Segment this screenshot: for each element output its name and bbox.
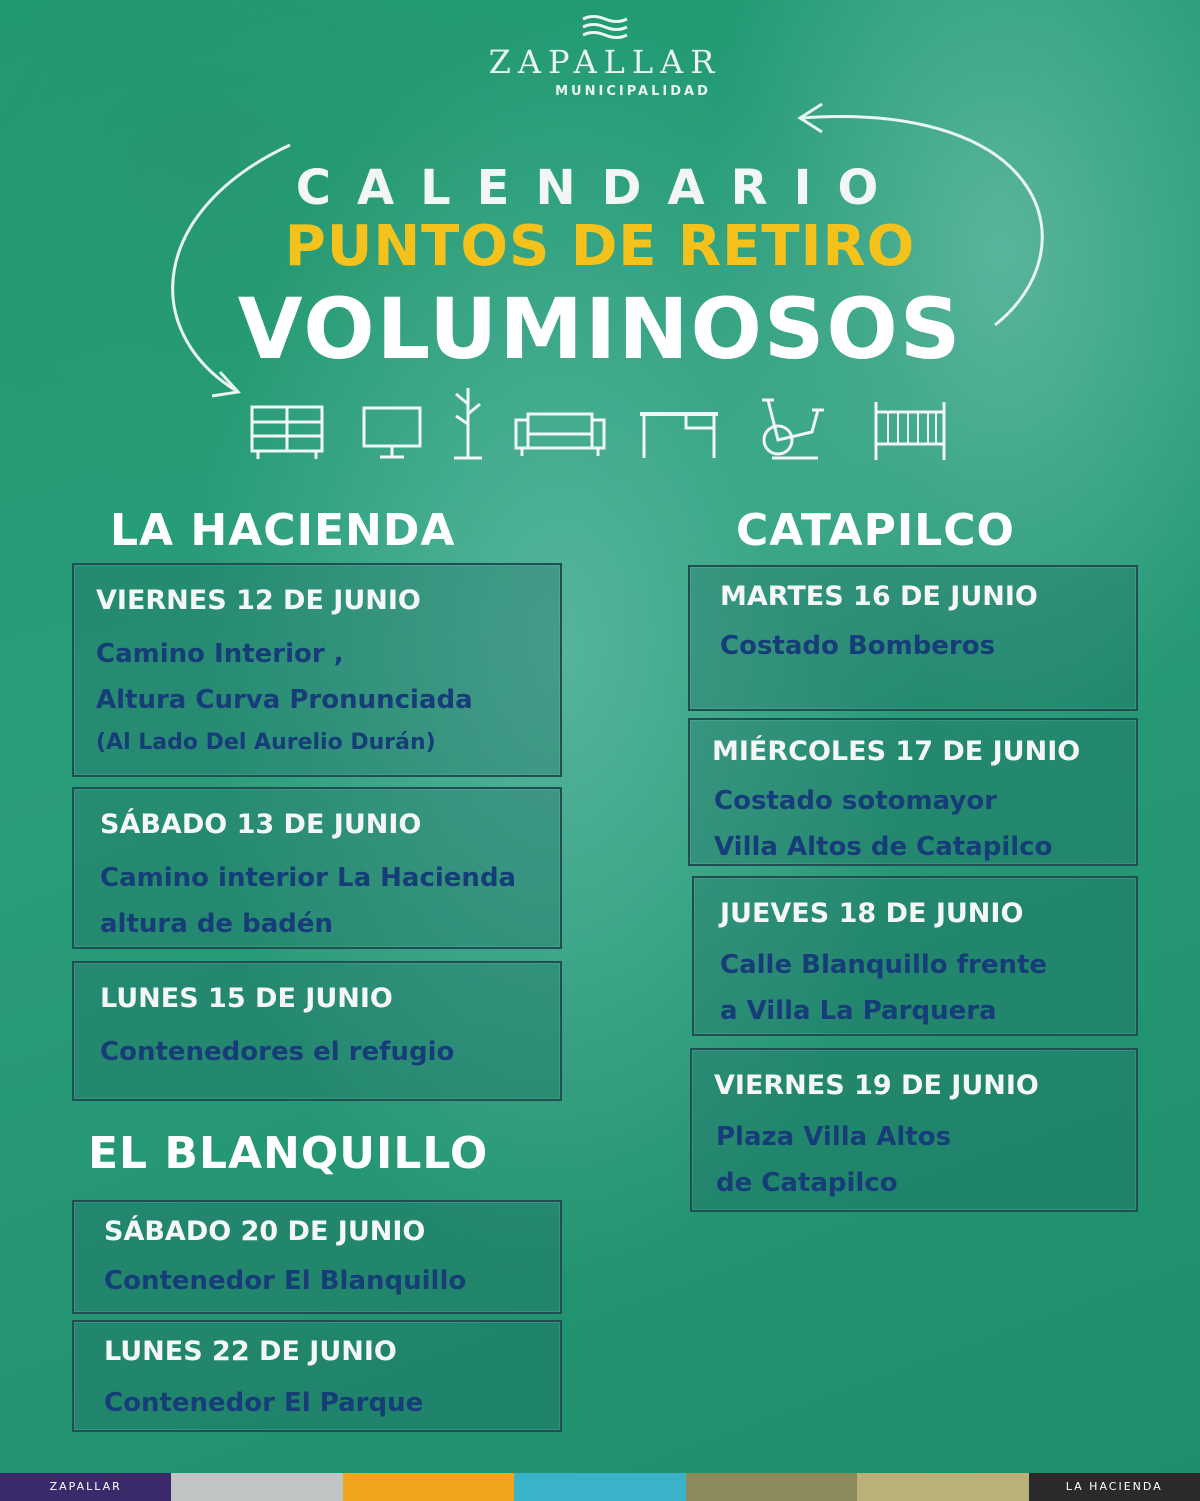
card-place-line: Contenedor El Parque xyxy=(104,1388,424,1418)
footer-segment-zapallar: ZAPALLAR xyxy=(0,1473,171,1501)
schedule-card xyxy=(690,1048,1138,1212)
schedule-card xyxy=(688,718,1138,866)
card-place xyxy=(104,1258,466,1304)
card-place-line: de Catapilco xyxy=(716,1168,898,1198)
card-day: LUNES 15 DE JUNIO xyxy=(100,983,393,1014)
card-place-line: Contenedores el refugio xyxy=(100,1037,455,1067)
schedule-card xyxy=(72,961,562,1101)
card-place-line: a Villa La Parquera xyxy=(720,996,997,1026)
card-place xyxy=(96,631,473,763)
crib-icon xyxy=(872,400,948,462)
schedule-card xyxy=(72,787,562,949)
card-place xyxy=(720,623,995,669)
card-place-line: Altura Curva Pronunciada xyxy=(96,685,473,715)
schedule-card xyxy=(688,565,1138,711)
section-title-catapilco: CATAPILCO xyxy=(736,505,1015,556)
desk-icon xyxy=(638,410,720,460)
card-day: VIERNES 12 DE JUNIO xyxy=(96,585,421,616)
footer-segment xyxy=(857,1473,1028,1501)
card-place-line: Camino interior La Hacienda xyxy=(100,863,517,893)
footer-segment xyxy=(343,1473,514,1501)
card-place xyxy=(100,855,516,947)
card-place-line: Camino Interior , xyxy=(96,639,344,669)
card-place xyxy=(716,1114,951,1206)
card-place-line: Plaza Villa Altos xyxy=(716,1122,952,1152)
card-day: SÁBADO 13 DE JUNIO xyxy=(100,809,422,840)
footer-segment xyxy=(514,1473,685,1501)
card-place xyxy=(104,1380,423,1426)
card-day: MARTES 16 DE JUNIO xyxy=(720,581,1038,612)
card-day: JUEVES 18 DE JUNIO xyxy=(720,898,1024,929)
schedule-card xyxy=(72,563,562,777)
card-place xyxy=(100,1029,454,1075)
footer-color-bar xyxy=(0,1473,1200,1501)
dresser-icon xyxy=(250,405,324,461)
footer-segment-la-hacienda: LA HACIENDA xyxy=(1029,1473,1200,1501)
exercise-bike-icon xyxy=(752,392,832,462)
card-place-line: Contenedor El Blanquillo xyxy=(104,1266,467,1296)
coat-rack-icon xyxy=(446,384,490,462)
card-place-line: altura de badén xyxy=(100,909,334,939)
sofa-icon xyxy=(514,410,606,458)
section-title-la-hacienda: LA HACIENDA xyxy=(110,505,456,556)
logo-name: ZAPALLAR xyxy=(488,43,722,81)
footer-segment xyxy=(171,1473,342,1501)
card-place-line: Costado sotomayor xyxy=(714,786,998,816)
footer-segment xyxy=(686,1473,857,1501)
card-place-line: Calle Blanquillo frente xyxy=(720,950,1048,980)
monitor-icon xyxy=(362,406,422,460)
card-day: VIERNES 19 DE JUNIO xyxy=(714,1070,1039,1101)
schedule-card xyxy=(72,1200,562,1314)
title-puntos-de-retiro: PUNTOS DE RETIRO xyxy=(284,214,916,279)
card-place xyxy=(720,942,1047,1034)
logo-subtitle: MUNICIPALIDAD xyxy=(555,84,711,99)
schedule-card xyxy=(72,1320,562,1432)
schedule-card xyxy=(692,876,1138,1036)
title-voluminosos: VOLUMINOSOS xyxy=(237,280,963,378)
card-day: LUNES 22 DE JUNIO xyxy=(104,1336,397,1367)
section-title-el-blanquillo: EL BLANQUILLO xyxy=(88,1128,489,1179)
card-day: MIÉRCOLES 17 DE JUNIO xyxy=(712,736,1081,767)
card-place-line: Costado Bomberos xyxy=(720,631,996,661)
card-day: SÁBADO 20 DE JUNIO xyxy=(104,1216,426,1247)
card-place-line: Villa Altos de Catapilco xyxy=(714,832,1053,862)
furniture-icons xyxy=(0,380,1200,470)
card-place xyxy=(714,778,1052,870)
card-place-line: (Al Lado Del Aurelio Durán) xyxy=(96,730,436,755)
title-calendario: CALENDARIO xyxy=(295,160,905,216)
